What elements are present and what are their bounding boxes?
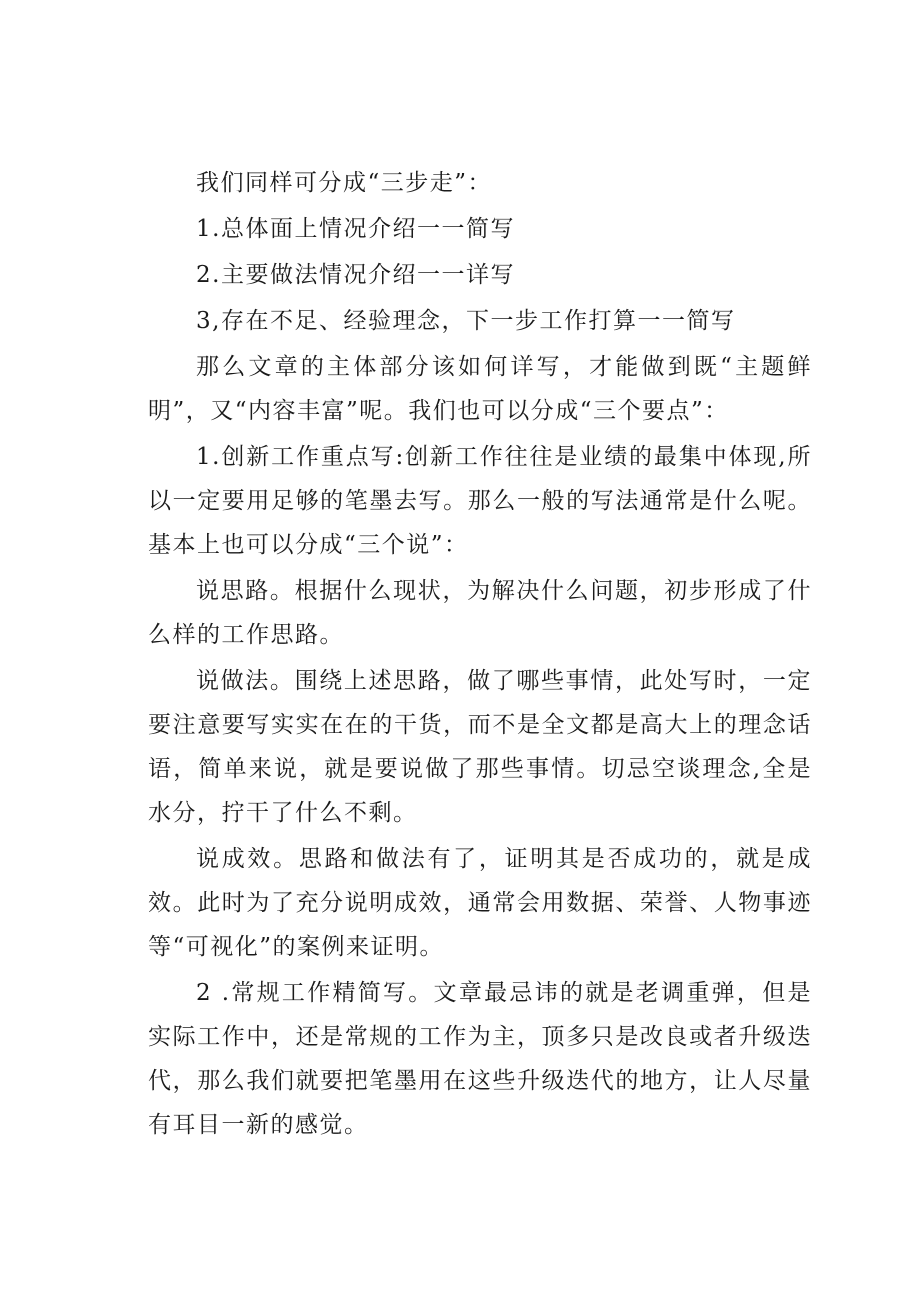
- paragraph-results: 说成效。思路和做法有了，证明其是否成功的，就是成效。此时为了充分说明成效，通常会用数据、荣誉、人物事迹等“可视化”的案例来证明。: [148, 846, 812, 960]
- paragraph-methods: 说做法。围绕上述思路，做了哪些事情，此处写时，一定要注意要写实实在在的干货，而不是全文都是高大上的理念话语，简单来说，就是要说做了那些事情。切忌空谈理念,全是水分，拧干了什么不剩。: [148, 668, 812, 826]
- paragraph-step-2: 2.主要做法情况介绍一一详写: [196, 262, 515, 288]
- paragraph-point-1: 1.创新工作重点写:创新工作往往是业绩的最集中体现,所以一定要用足够的笔墨去写。那么一般的写法通常是什么呢。基本上也可以分成“三个说”：: [148, 444, 812, 558]
- paragraph-point-2: 2 .常规工作精简写。文章最忌讳的就是老调重弹，但是实际工作中，还是常规的工作为主，顶多只是改良或者升级迭代，那么我们就要把笔墨用在这些升级迭代的地方，让人尽量有耳目一新的感觉。: [148, 980, 812, 1138]
- document-body: [148, 161, 812, 1149]
- paragraph-step-1: 1.总体面上情况介绍一一简写: [196, 216, 515, 242]
- paragraph-main-body: 那么文章的主体部分该如何详写，才能做到既“主题鲜明”，又“内容丰富”呢。我们也可以分成“三个要点”：: [148, 354, 812, 424]
- paragraph-step-3: 3,存在不足、经验理念，下一步工作打算一一简写: [196, 308, 736, 334]
- paragraph-intro: 我们同样可分成“三步走”：: [196, 170, 493, 196]
- paragraph-thinking: 说思路。根据什么现状，为解决什么问题，初步形成了什么样的工作思路。: [148, 578, 812, 648]
